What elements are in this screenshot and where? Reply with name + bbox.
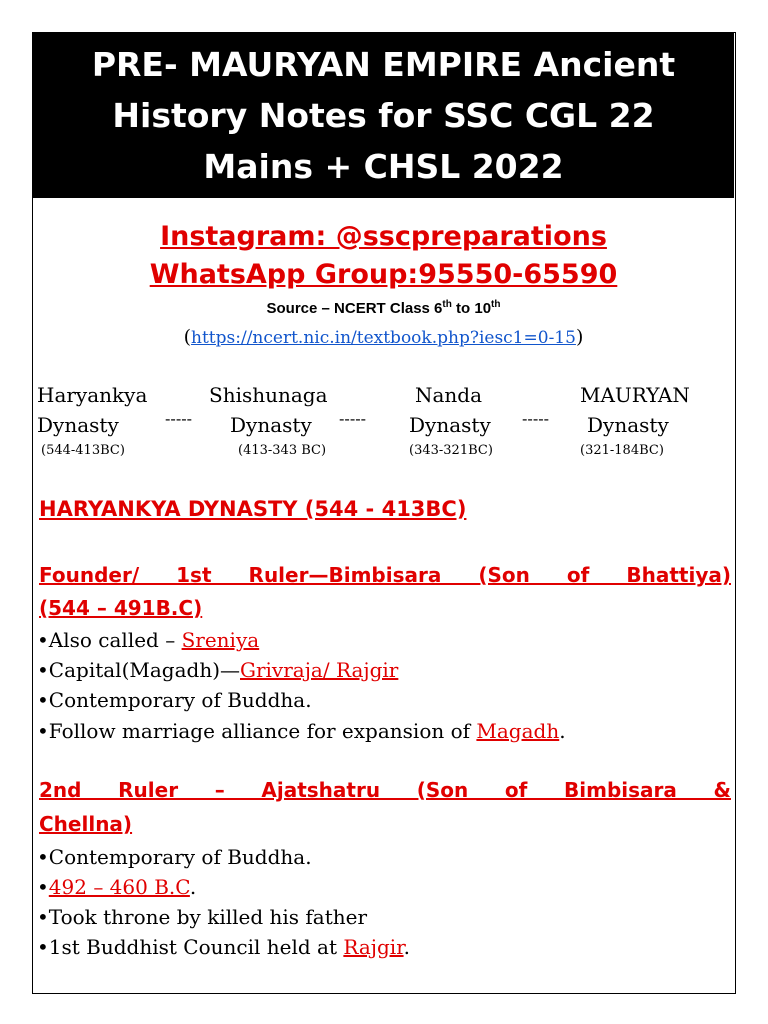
source-sup-2: th: [491, 299, 501, 310]
open-paren: (: [183, 326, 192, 348]
dynasty-word-1: Dynasty: [37, 413, 119, 437]
bullet-also-called: [37, 628, 259, 652]
bullet-text: •1st Buddhist Council held at: [37, 935, 344, 959]
bullet-end: .: [403, 935, 410, 959]
dynasty-word-3: Dynasty: [409, 413, 491, 437]
title-line-1: PRE- MAURYAN EMPIRE Ancient: [91, 45, 676, 84]
ncert-link[interactable]: https://ncert.nic.in/textbook.php?iesc1=0-15: [191, 328, 576, 348]
bullet-dot: •: [37, 875, 49, 899]
source-link-line: [33, 326, 734, 348]
bullet-text: •Follow marriage alliance for expansion of: [37, 719, 477, 743]
highlight-rajgir-council: Rajgir: [343, 935, 404, 959]
dynasty-name-nanda: Nanda: [415, 383, 483, 407]
bullet-capital: [37, 658, 398, 682]
separator-1: -----: [165, 409, 193, 428]
source-line: [33, 299, 734, 317]
bullet-end: .: [189, 875, 197, 899]
founder-heading-line-1: Founder/ 1st Ruler—Bimbisara (Son of Bhattiya): [39, 563, 731, 587]
dynasty-range-3: (343-321BC): [409, 443, 493, 458]
founder-heading-line-2: (544 – 491B.C): [39, 596, 203, 620]
bullet-end: .: [559, 719, 566, 743]
bullet-reign-years: [37, 875, 196, 899]
dynasty-name-shishunaga: Shishunaga: [209, 383, 328, 407]
close-paren: ): [575, 326, 584, 348]
bullet-buddhist-council: [37, 935, 410, 959]
dynasty-range-4: (321-184BC): [580, 443, 664, 458]
highlight-years: 492 – 460 B.C: [48, 875, 190, 899]
haryankya-heading: HARYANKYA DYNASTY (544 - 413BC): [39, 497, 467, 521]
source-sup-1: th: [442, 299, 452, 310]
title-line-3: Mains + CHSL 2022: [203, 147, 564, 186]
instagram-handle: Instagram: @sscpreparations: [160, 221, 607, 252]
dynasty-word-2: Dynasty: [230, 413, 312, 437]
bullet-contemporary: •Contemporary of Buddha.: [37, 688, 312, 712]
bullet-text: •Also called –: [37, 628, 182, 652]
dynasty-range-1: (544-413BC): [41, 443, 125, 458]
bullet-contemporary-2: •Contemporary of Buddha.: [37, 845, 312, 869]
second-ruler-heading-line-1: 2nd Ruler – Ajatshatru (Son of Bimbisara &: [39, 778, 731, 802]
source-prefix: Source – NCERT Class 6: [266, 300, 443, 317]
highlight-sreniya: Sreniya: [181, 628, 260, 652]
document-page: [32, 32, 736, 994]
dynasty-range-2: (413-343 BC): [238, 443, 327, 458]
highlight-rajgir: Grivraja/ Rajgir: [240, 658, 399, 682]
bullet-took-throne: •Took throne by killed his father: [37, 905, 368, 929]
separator-3: -----: [522, 409, 550, 428]
dynasty-word-4: Dynasty: [587, 413, 669, 437]
title-line-2: History Notes for SSC CGL 22: [112, 96, 655, 135]
highlight-magadh: Magadh: [476, 719, 560, 743]
dynasty-name-mauryan: MAURYAN: [580, 383, 690, 407]
source-middle: to 10: [451, 300, 492, 317]
dynasty-name-haryankya: Haryankya: [37, 383, 148, 407]
separator-2: -----: [339, 409, 367, 428]
whatsapp-group: WhatsApp Group:95550-65590: [149, 259, 618, 290]
title-banner: [33, 33, 734, 198]
bullet-marriage-alliance: [37, 719, 566, 743]
second-ruler-heading-line-2: Chellna): [39, 812, 133, 836]
bullet-text: •Capital(Magadh)—: [37, 658, 240, 682]
